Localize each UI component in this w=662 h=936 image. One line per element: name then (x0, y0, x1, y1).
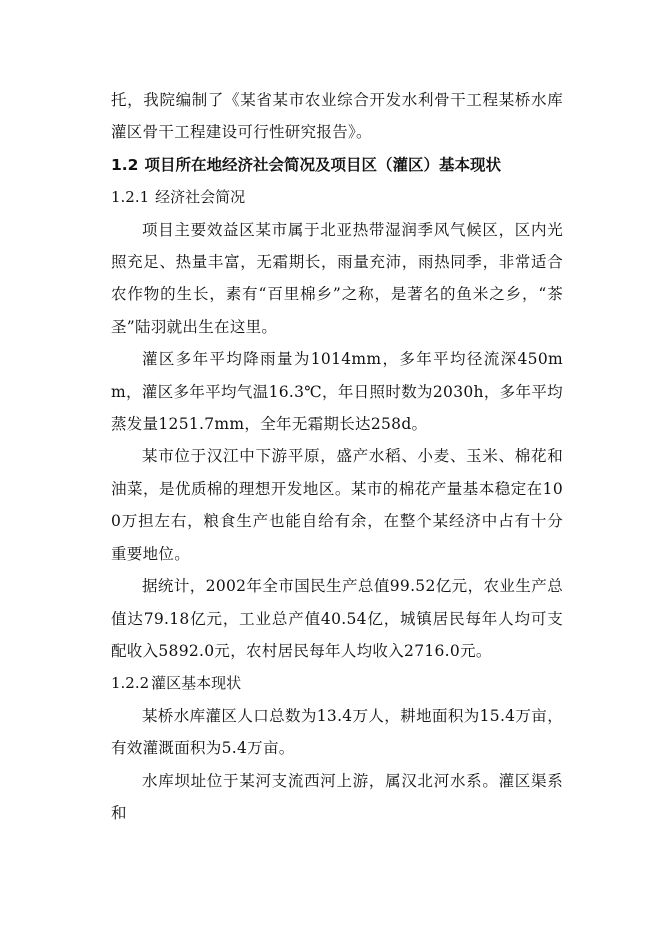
document-body (111, 84, 563, 829)
section-title: 经济社会简况 (155, 188, 246, 207)
section-title: 灌区基本现状 (151, 674, 242, 693)
paragraph-statistics: 据统计，2002年全市国民生产总值99.52亿元，农业生产总值达79.18亿元，工业总产值40.54亿，城镇居民每年人均可支配收入5892.0元，农村居民每年人均收入2716.0元。 (111, 577, 563, 660)
paragraph-agriculture: 某市位于汉江中下游平原，盛产水稻、小麦、玉米、棉花和油菜，是优质棉的理想开发地区。某市的棉花产量基本稳定在100万担左右，粮食生产也能自给有余，在整个某经济中占有十分重要地位。 (111, 447, 563, 563)
paragraph-reservoir: 水库坝址位于某河支流西河上游，属汉北河水系。灌区渠系和 (111, 771, 563, 822)
section-number: 1.2.2 (111, 674, 150, 693)
section-number: 1.2 (111, 155, 139, 174)
paragraph-population: 某桥水库灌区人口总数为13.4万人，耕地面积为15.4万亩，有效灌溉面积为5.4万亩。 (111, 706, 563, 758)
section-heading-1-2 (111, 149, 563, 181)
paragraph-hydrology: 灌区多年平均降雨量为1014mm，多年平均径流深450mm，灌区多年平均气温16.3℃，年日照时数为2030h，多年平均蒸发量1251.7mm，全年无霜期长达258d。 (111, 350, 563, 434)
paragraph-climate: 项目主要效益区某市属于北亚热带湿润季风气候区，区内光照充足、热量丰富，无霜期长，雨量充沛，雨热同季，非常适合农作物的生长，素有“百里棉乡”之称，是著名的鱼米之乡，“茶圣”陆羽就出生在这里。 (111, 220, 563, 336)
section-title: 项目所在地经济社会简况及项目区（灌区）基本现状 (144, 155, 501, 174)
section-heading-1-2-2 (111, 667, 563, 699)
paragraph-intro: 托，我院编制了《某省某市农业综合开发水利骨干工程某桥水库灌区骨干工程建设可行性研究报告》。 (111, 91, 563, 142)
section-heading-1-2-1 (111, 181, 563, 213)
section-number: 1.2.1 (111, 188, 150, 207)
